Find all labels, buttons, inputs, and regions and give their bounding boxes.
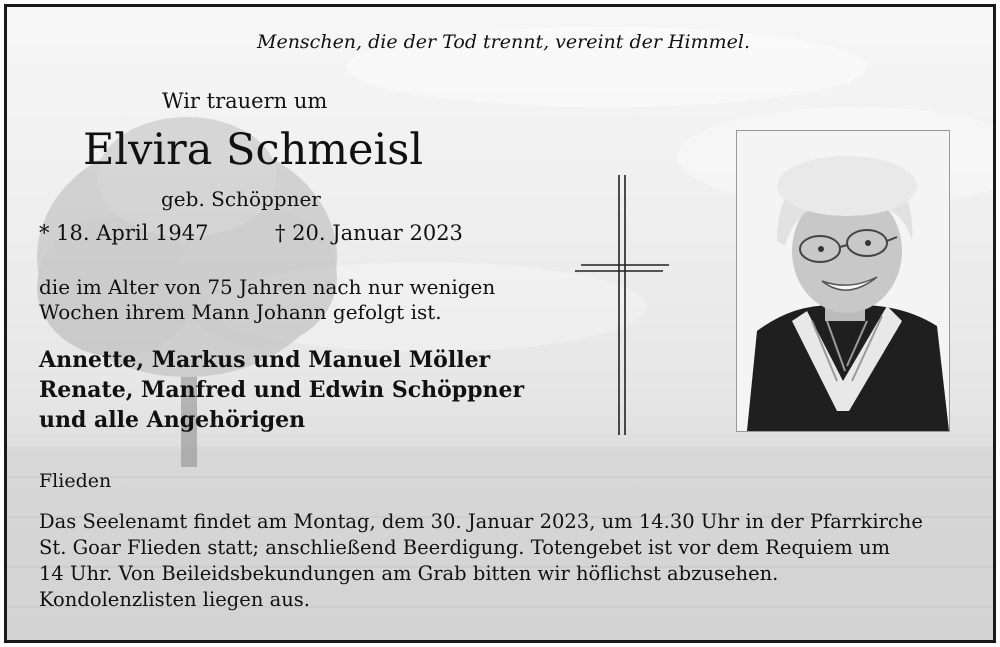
service-line: Das Seelenamt findet am Montag, dem 30. Januar 2023, um 14.30 Uhr in der Pfarrkirche bbox=[39, 510, 923, 533]
service-info bbox=[39, 509, 923, 613]
deceased-name: Elvira Schmeisl bbox=[83, 125, 424, 175]
text-line: die im Alter von 75 Jahren nach nur wenigen bbox=[39, 275, 496, 299]
service-line: Kondolenzlisten liegen aus. bbox=[39, 588, 310, 611]
birth-date: * 18. April 1947 bbox=[39, 221, 209, 245]
text-line: Wochen ihrem Mann Johann gefolgt ist. bbox=[39, 300, 442, 324]
intro-text: Wir trauern um bbox=[162, 89, 328, 113]
mourner-line: Renate, Manfred und Edwin Schöppner bbox=[39, 377, 525, 403]
mourners-list bbox=[39, 345, 524, 435]
death-date: † 20. Januar 2023 bbox=[275, 221, 463, 245]
obituary-text bbox=[39, 275, 495, 325]
mourner-line: Annette, Markus und Manuel Möller bbox=[39, 347, 491, 373]
service-line: St. Goar Flieden statt; anschließend Beerdigung. Totengebet ist vor dem Requiem um bbox=[39, 536, 891, 559]
mourner-line: und alle Angehörigen bbox=[39, 407, 306, 433]
cross-icon bbox=[573, 173, 673, 437]
portrait-photo bbox=[736, 130, 950, 432]
place-name: Flieden bbox=[39, 470, 112, 492]
motto: Menschen, die der Tod trennt, vereint der Himmel. bbox=[257, 31, 751, 53]
obituary-card bbox=[4, 4, 996, 643]
maiden-name: geb. Schöppner bbox=[161, 187, 321, 211]
service-line: 14 Uhr. Von Beileidsbekundungen am Grab bitten wir höflichst abzusehen. bbox=[39, 562, 779, 585]
